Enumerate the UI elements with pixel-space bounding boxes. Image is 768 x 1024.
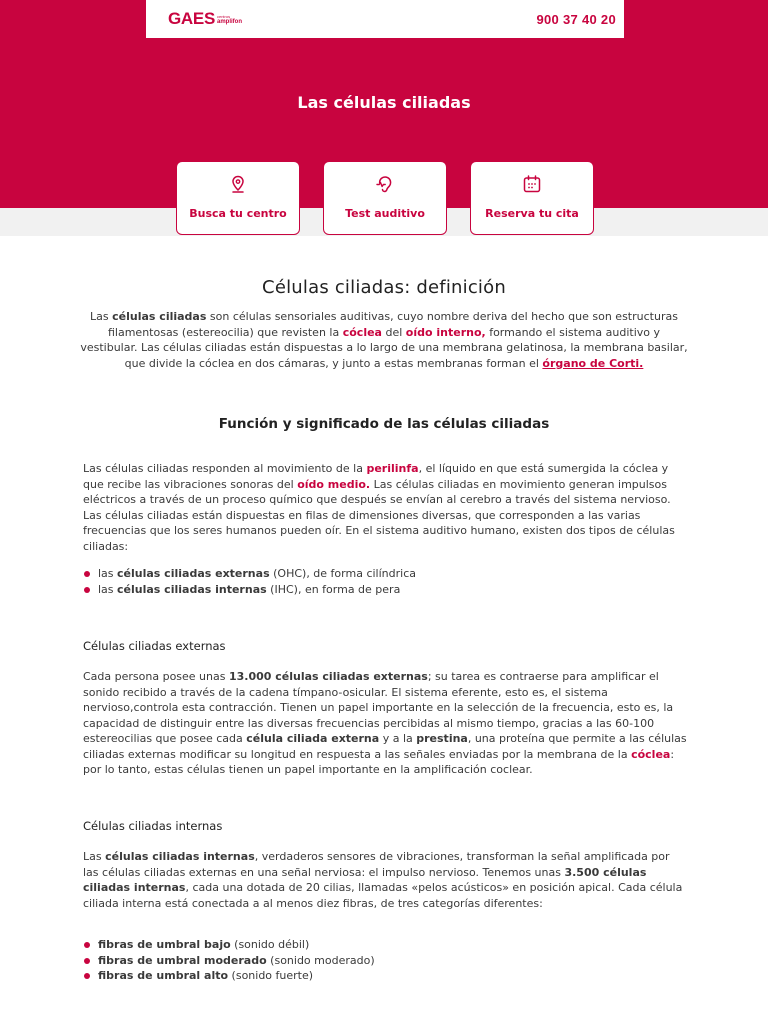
- hearing-test-label: Test auditivo: [345, 207, 425, 220]
- middle-ear-link[interactable]: oído medio.: [297, 477, 371, 491]
- organ-of-corti-link[interactable]: órgano de Corti.: [542, 356, 644, 370]
- bold-term: 3.500 células ciliadas internas: [83, 865, 647, 894]
- gaes-logo[interactable]: [168, 10, 242, 28]
- text-run: (OHC), de forma cilíndrica: [269, 567, 416, 580]
- page-title: Las células ciliadas: [297, 93, 471, 112]
- text-run: Las: [90, 310, 113, 323]
- text-run: ; su tarea es contraerse para amplificar el sonido recibido a través de la cadena tímpano-osicular. El sistema eferente, esto es, el sistema nervioso,controla esta contracción. Tienen un papel importante en la selección de la frecuencia, esto es, la capacidad de distinguir entre las diversas frecuencias percibidas al mismo tiempo, gracias a las 60-100 estereocilias que posee cada: [83, 670, 674, 745]
- text-run: (sonido débil): [230, 938, 310, 951]
- bold-term: 13.000 células ciliadas externas: [228, 670, 428, 683]
- bold-term: fibras de umbral bajo: [98, 938, 231, 951]
- bold-term: fibras de umbral moderado: [98, 953, 267, 967]
- fiber-types-list: [84, 937, 375, 984]
- book-appointment-card[interactable]: [470, 161, 594, 235]
- outer-cells-paragraph: [83, 669, 687, 778]
- bold-term: células ciliadas internas: [105, 850, 255, 863]
- text-run: (sonido fuerte): [228, 969, 314, 982]
- bold-term: fibras de umbral alto: [98, 969, 229, 982]
- top-header: [146, 0, 624, 38]
- definition-paragraph: [80, 309, 688, 371]
- bold-term: células ciliadas: [112, 310, 207, 323]
- text-run: , verdaderos sensores de vibraciones, transforman la señal amplificada por las células ciliadas externas en una señal nerviosa: el impulso nervioso. Tenemos unas: [83, 850, 670, 879]
- bold-term: células ciliadas internas: [117, 582, 267, 596]
- logo-subtitle-bottom: amplifon: [216, 19, 242, 25]
- text-run: , el líquido en que está sumergida la cóclea y que recibe las vibraciones sonoras del: [83, 462, 669, 491]
- cochlea-link[interactable]: cóclea: [631, 747, 671, 761]
- bold-term: células ciliadas externas: [117, 567, 270, 580]
- phone-link[interactable]: 900 37 40 20: [536, 12, 616, 27]
- list-item: [84, 566, 416, 582]
- text-run: Las células ciliadas responden al movimiento de la: [83, 462, 367, 475]
- inner-ear-link[interactable]: oído interno,: [405, 325, 486, 339]
- calendar-icon: [522, 174, 542, 194]
- hearing-test-icon: [375, 174, 395, 194]
- list-item: [84, 953, 375, 969]
- list-item: [84, 937, 375, 953]
- inner-cells-heading: Células ciliadas internas: [83, 819, 223, 833]
- bold-term: célula ciliada externa: [246, 732, 380, 745]
- function-heading: Función y significado de las células ciliadas: [218, 416, 550, 432]
- location-pin-icon: [228, 174, 248, 194]
- list-item: [84, 968, 375, 984]
- inner-cells-paragraph: [83, 849, 687, 911]
- cochlea-link[interactable]: cóclea: [342, 325, 382, 339]
- logo-wordmark: GAES: [168, 9, 215, 28]
- perilymph-link[interactable]: perilinfa: [366, 462, 419, 475]
- cell-types-list: [84, 566, 416, 597]
- text-run: del: [381, 325, 406, 339]
- text-run: Cada persona posee unas: [83, 670, 229, 683]
- logo-subtitle: [217, 14, 242, 26]
- list-item: [84, 582, 416, 598]
- find-center-label: Busca tu centro: [189, 207, 287, 220]
- definition-heading: Células ciliadas: definición: [262, 277, 506, 298]
- text-run: : por lo tanto, estas células tienen un papel importante en la amplificación coclear.: [83, 747, 675, 776]
- text-run: formando el sistema auditivo y vestibular. Las células ciliadas están dispuestas a lo largo de una membrana gelatinosa, la membrana basilar, que divide la cóclea en dos cámaras, y junto a estas membranas forman el: [80, 325, 688, 370]
- text-run: Las células ciliadas en movimiento generan impulsos eléctricos a través de un proceso químico que después se envían al cerebro a través del sistema nervioso. Las células ciliadas están dispuestas en filas de dimensiones diversas, que corresponden a las varias frecuencias que los seres humanos pueden oír. En el sistema auditivo humano, existen dos tipos de células ciliadas:: [83, 477, 675, 553]
- bold-term: prestina: [416, 732, 468, 745]
- text-run: son células sensoriales auditivas, cuyo nombre deriva del hecho que son estructuras filamentosas (estereocilia) que revisten la: [107, 310, 678, 339]
- text-run: las: [98, 582, 118, 596]
- text-run: (IHC), en forma de pera: [266, 582, 401, 596]
- text-run: y a la: [379, 732, 417, 745]
- logo-subtitle-top: centros: [216, 14, 231, 19]
- outer-cells-heading: Células ciliadas externas: [83, 639, 226, 653]
- hearing-test-card[interactable]: [323, 161, 447, 235]
- find-center-card[interactable]: [176, 161, 300, 235]
- book-appointment-label: Reserva tu cita: [485, 207, 579, 220]
- function-paragraph: [83, 461, 687, 554]
- text-run: Las: [83, 850, 106, 863]
- text-run: , una proteína que permite a las células ciliadas externas modificar su longitud en respuesta a las señales enviadas por la membrana de la: [83, 732, 687, 761]
- text-run: las: [98, 567, 118, 580]
- text-run: (sonido moderado): [266, 953, 375, 967]
- text-run: , cada una dotada de 20 cilias, llamadas «pelos acústicos» en posición apical. Cada célula ciliada interna está conectada a al menos diez fibras, de tres categorías diferentes:: [83, 881, 683, 910]
